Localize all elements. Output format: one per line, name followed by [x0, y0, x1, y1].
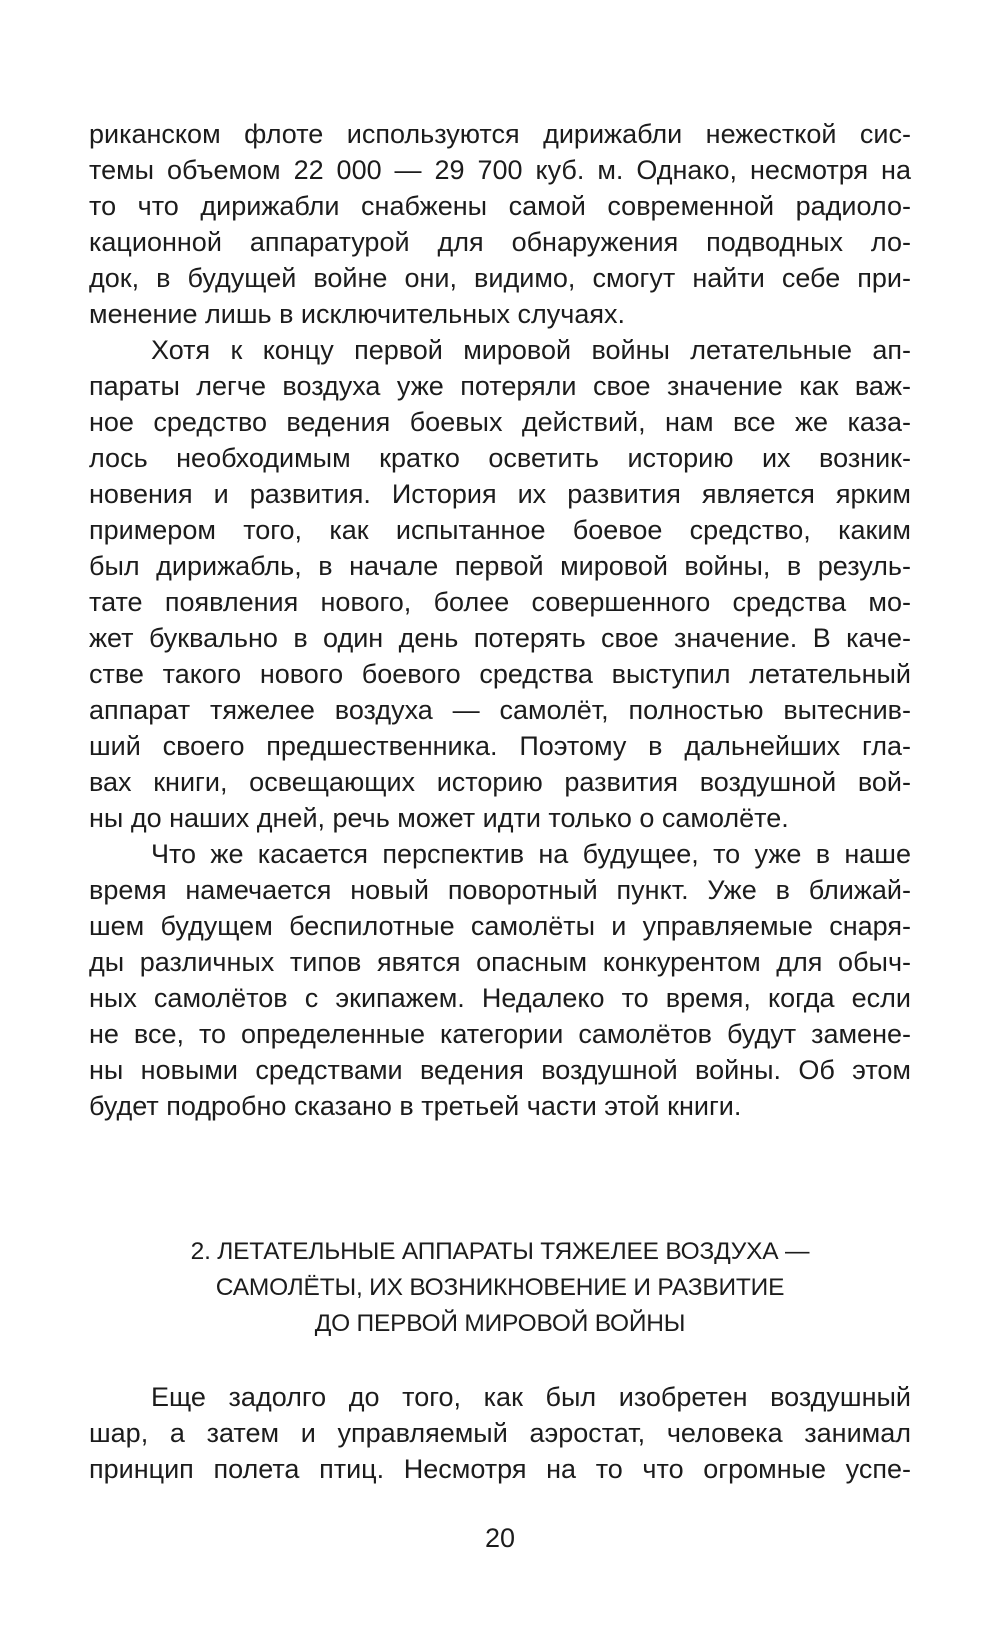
text-line: жет буквально в один день потерять свое значение. В каче-: [89, 623, 911, 653]
text-line: Что же касается перспектив на будущее, то уже в наше: [151, 839, 911, 869]
text-line: Еще задолго до того, как был изобретен воздушный: [151, 1382, 911, 1412]
text-line: ны до наших дней, речь может идти только о самолёте.: [89, 803, 789, 833]
text-line: риканском флоте используются дирижабли нежесткой сис-: [89, 119, 911, 149]
text-line: тате появления нового, более совершенного средства мо-: [89, 587, 911, 617]
text-line: аппарат тяжелее воздуха — самолёт, полностью вытеснив-: [89, 695, 911, 725]
text-line: ное средство ведения боевых действий, нам все же каза-: [89, 407, 911, 437]
text-line: не все, то определенные категории самолётов будут замене-: [89, 1019, 911, 1049]
text-line: новения и развития. История их развития является ярким: [89, 479, 911, 509]
text-line: вах книги, освещающих историю развития воздушной вой-: [89, 767, 911, 797]
text-line: Хотя к концу первой мировой войны летательные ап-: [151, 335, 911, 365]
text-line: темы объемом 22 000 — 29 700 куб. м. Однако, несмотря на: [89, 155, 911, 185]
text-line: то что дирижабли снабжены самой современной радиоло-: [89, 191, 911, 221]
text-line: был дирижабль, в начале первой мировой войны, в резуль-: [89, 551, 911, 581]
text-line: параты легче воздуха уже потеряли свое значение как важ-: [89, 371, 911, 401]
text-line: кационной аппаратурой для обнаружения подводных ло-: [89, 227, 911, 257]
text-line: менение лишь в исключительных случаях.: [89, 299, 625, 329]
text-line: стве такого нового боевого средства выступил летательный: [89, 659, 911, 689]
text-line: ды различных типов явятся опасным конкурентом для обыч-: [89, 947, 911, 977]
section-heading: [89, 1234, 911, 1342]
text-line: принцип полета птиц. Несмотря на то что огромные успе-: [89, 1454, 911, 1484]
page-body-text: [89, 116, 911, 1124]
paragraph: [89, 836, 911, 1124]
text-line: примером того, как испытанное боевое средство, каким: [89, 515, 911, 545]
text-line: ны новыми средствами ведения воздушной войны. Об этом: [89, 1055, 911, 1085]
heading-line: 2. ЛЕТАТЕЛЬНЫЕ АППАРАТЫ ТЯЖЕЛЕЕ ВОЗДУХА —: [190, 1238, 810, 1265]
heading-line: САМОЛЁТЫ, ИХ ВОЗНИКНОВЕНИЕ И РАЗВИТИЕ: [215, 1274, 785, 1301]
text-line: ных самолётов с экипажем. Недалеко то время, когда если: [89, 983, 911, 1013]
page-number: 20: [484, 1523, 516, 1553]
text-line: лось необходимым кратко осветить историю их возник-: [89, 443, 911, 473]
text-line: шар, а затем и управляемый аэростат, человека занимал: [89, 1418, 911, 1448]
text-line: шем будущем беспилотные самолёты и управляемые снаря-: [89, 911, 911, 941]
heading-line: ДО ПЕРВОЙ МИРОВОЙ ВОЙНЫ: [314, 1310, 686, 1337]
text-line: ший своего предшественника. Поэтому в дальнейших гла-: [89, 731, 911, 761]
paragraph: [89, 332, 911, 836]
text-line: время намечается новый поворотный пункт. Уже в ближай-: [89, 875, 911, 905]
section-paragraph: [89, 1379, 911, 1487]
paragraph: [89, 116, 911, 332]
text-line: будет подробно сказано в третьей части этой книги.: [89, 1091, 742, 1121]
text-line: док, в будущей войне они, видимо, смогут найти себе при-: [89, 263, 911, 293]
